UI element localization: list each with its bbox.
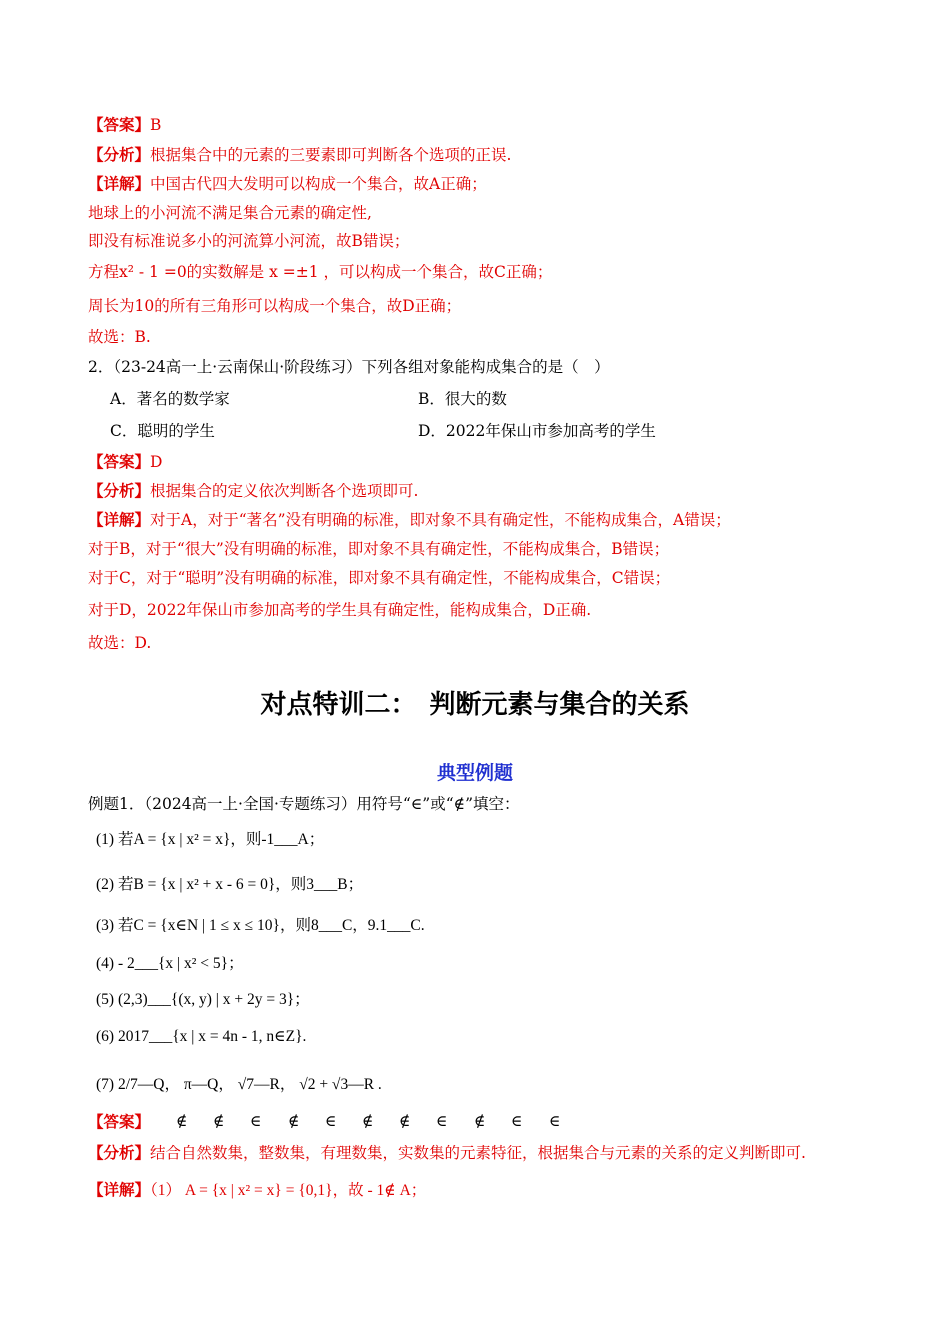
- q1-answer-line: [88, 115, 161, 135]
- q2-choice: 故选：D.: [88, 634, 152, 652]
- example-item-6: (6) 2017___{x | x = 4n - 1, n∈Z}.: [96, 1028, 307, 1045]
- example-analysis-line: [88, 1143, 806, 1163]
- example-detail-line-1: [88, 1180, 426, 1201]
- q1-analysis-line: [88, 145, 511, 165]
- analysis-text: 根据集合的定义依次判断各个选项即可.: [150, 482, 419, 500]
- section-title: 对点特训二： 判断元素与集合的关系: [260, 690, 690, 720]
- analysis-tag: 【分析】: [88, 145, 151, 164]
- detail-tag: 【详解】: [88, 174, 151, 193]
- example-answer-symbol: ∈: [436, 1112, 448, 1130]
- detail-text: 对于A，对于“著名”没有明确的标准，即对象不具有确定性，不能构成集合，A错误；: [150, 511, 731, 529]
- analysis-tag: 【分析】: [88, 481, 151, 500]
- q1-detail-line-5: 周长为10的所有三角形可以构成一个集合，故D正确；: [88, 297, 462, 315]
- q1-detail-line-4: 方程x² - 1 =0的实数解是 x =±1 ，可以构成一个集合，故C正确；: [88, 263, 553, 281]
- q2-detail-line-4: 对于D，2022年保山市参加高考的学生具有确定性，能构成集合，D正确.: [88, 601, 592, 619]
- answer-tag: 【答案】: [88, 115, 151, 134]
- example-answer-symbol: ∈: [325, 1112, 337, 1130]
- q2-analysis-line: [88, 481, 418, 501]
- example-item-3: (3) 若C = {x∈N | 1 ≤ x ≤ 10}，则8___C，9.1___C.: [96, 917, 425, 934]
- q1-detail-line-2: 地球上的小河流不满足集合元素的确定性,: [88, 204, 372, 222]
- answer-value: D: [150, 453, 163, 471]
- example-item-1: (1) 若A = {x | x² = x}，则-1___A；: [96, 831, 325, 848]
- example-answer-symbol: ∈: [549, 1112, 561, 1130]
- q2-detail-line-2: 对于B，对于“很大”没有明确的标准，即对象不具有确定性，不能构成集合，B错误；: [88, 540, 670, 558]
- answer-value: B: [150, 116, 162, 134]
- example-answer-symbol: ∉: [474, 1112, 486, 1130]
- example-answer-symbol: ∉: [288, 1112, 300, 1130]
- q2-option-b: B．很大的数: [418, 390, 507, 408]
- q1-detail-line-3: 即没有标准说多小的河流算小河流，故B错误；: [88, 232, 410, 250]
- example-answer-symbol: ∉: [362, 1112, 374, 1130]
- example-answer-symbol: ∈: [511, 1112, 523, 1130]
- example-answer-symbol: ∈: [250, 1112, 262, 1130]
- detail-text: 中国古代四大发明可以构成一个集合，故A正确；: [150, 175, 487, 193]
- example-item-4: (4) - 2___{x | x² < 5}；: [96, 955, 244, 972]
- example-item-7: (7) 2/7—Q， π—Q， √7—R， √2 + √3—R .: [96, 1076, 382, 1093]
- q2-detail-line-3: 对于C，对于“聪明”没有明确的标准，即对象不具有确定性，不能构成集合，C错误；: [88, 569, 671, 587]
- q2-option-a: A．著名的数学家: [110, 390, 230, 408]
- q1-choice: 故选：B.: [88, 328, 151, 346]
- example-item-2: (2) 若B = {x | x² + x - 6 = 0}，则3___B；: [96, 876, 364, 893]
- example-answer-symbol: ∉: [213, 1112, 225, 1130]
- analysis-tag: 【分析】: [88, 1143, 151, 1162]
- answer-tag: 【答案】: [88, 452, 151, 471]
- q2-detail-line-1: [88, 510, 731, 530]
- detail-tag: 【详解】: [88, 510, 151, 529]
- example-stem: 例题1．（2024高一上·全国·专题练习）用符号“∈”或“∉”填空：: [88, 795, 520, 813]
- q2-option-d: D．2022年保山市参加高考的学生: [418, 422, 656, 440]
- q1-detail-line-1: [88, 174, 487, 194]
- example-answer-symbol: ∉: [176, 1112, 188, 1130]
- q2-stem: 2．（23-24高一上·云南保山·阶段练习）下列各组对象能构成集合的是（ ）: [88, 358, 610, 376]
- example-item-5: (5) (2,3)___{(x, y) | x + 2y = 3}；: [96, 991, 310, 1008]
- example-answer-tag: 【答案】: [88, 1112, 151, 1131]
- analysis-text: 结合自然数集，整数集，有理数集，实数集的元素特征，根据集合与元素的关系的定义判断即可.: [150, 1144, 806, 1162]
- example-answer-symbol: ∉: [399, 1112, 411, 1130]
- q2-answer-line: [88, 452, 162, 472]
- q2-option-c: C．聪明的学生: [110, 422, 215, 440]
- section-subtitle: 典型例题: [436, 762, 513, 784]
- detail-text: （1） A = {x | x² = x} = {0,1}，故 - 1∉ A；: [150, 1182, 427, 1199]
- analysis-text: 根据集合中的元素的三要素即可判断各个选项的正误.: [150, 146, 512, 164]
- detail-tag: 【详解】: [88, 1180, 151, 1199]
